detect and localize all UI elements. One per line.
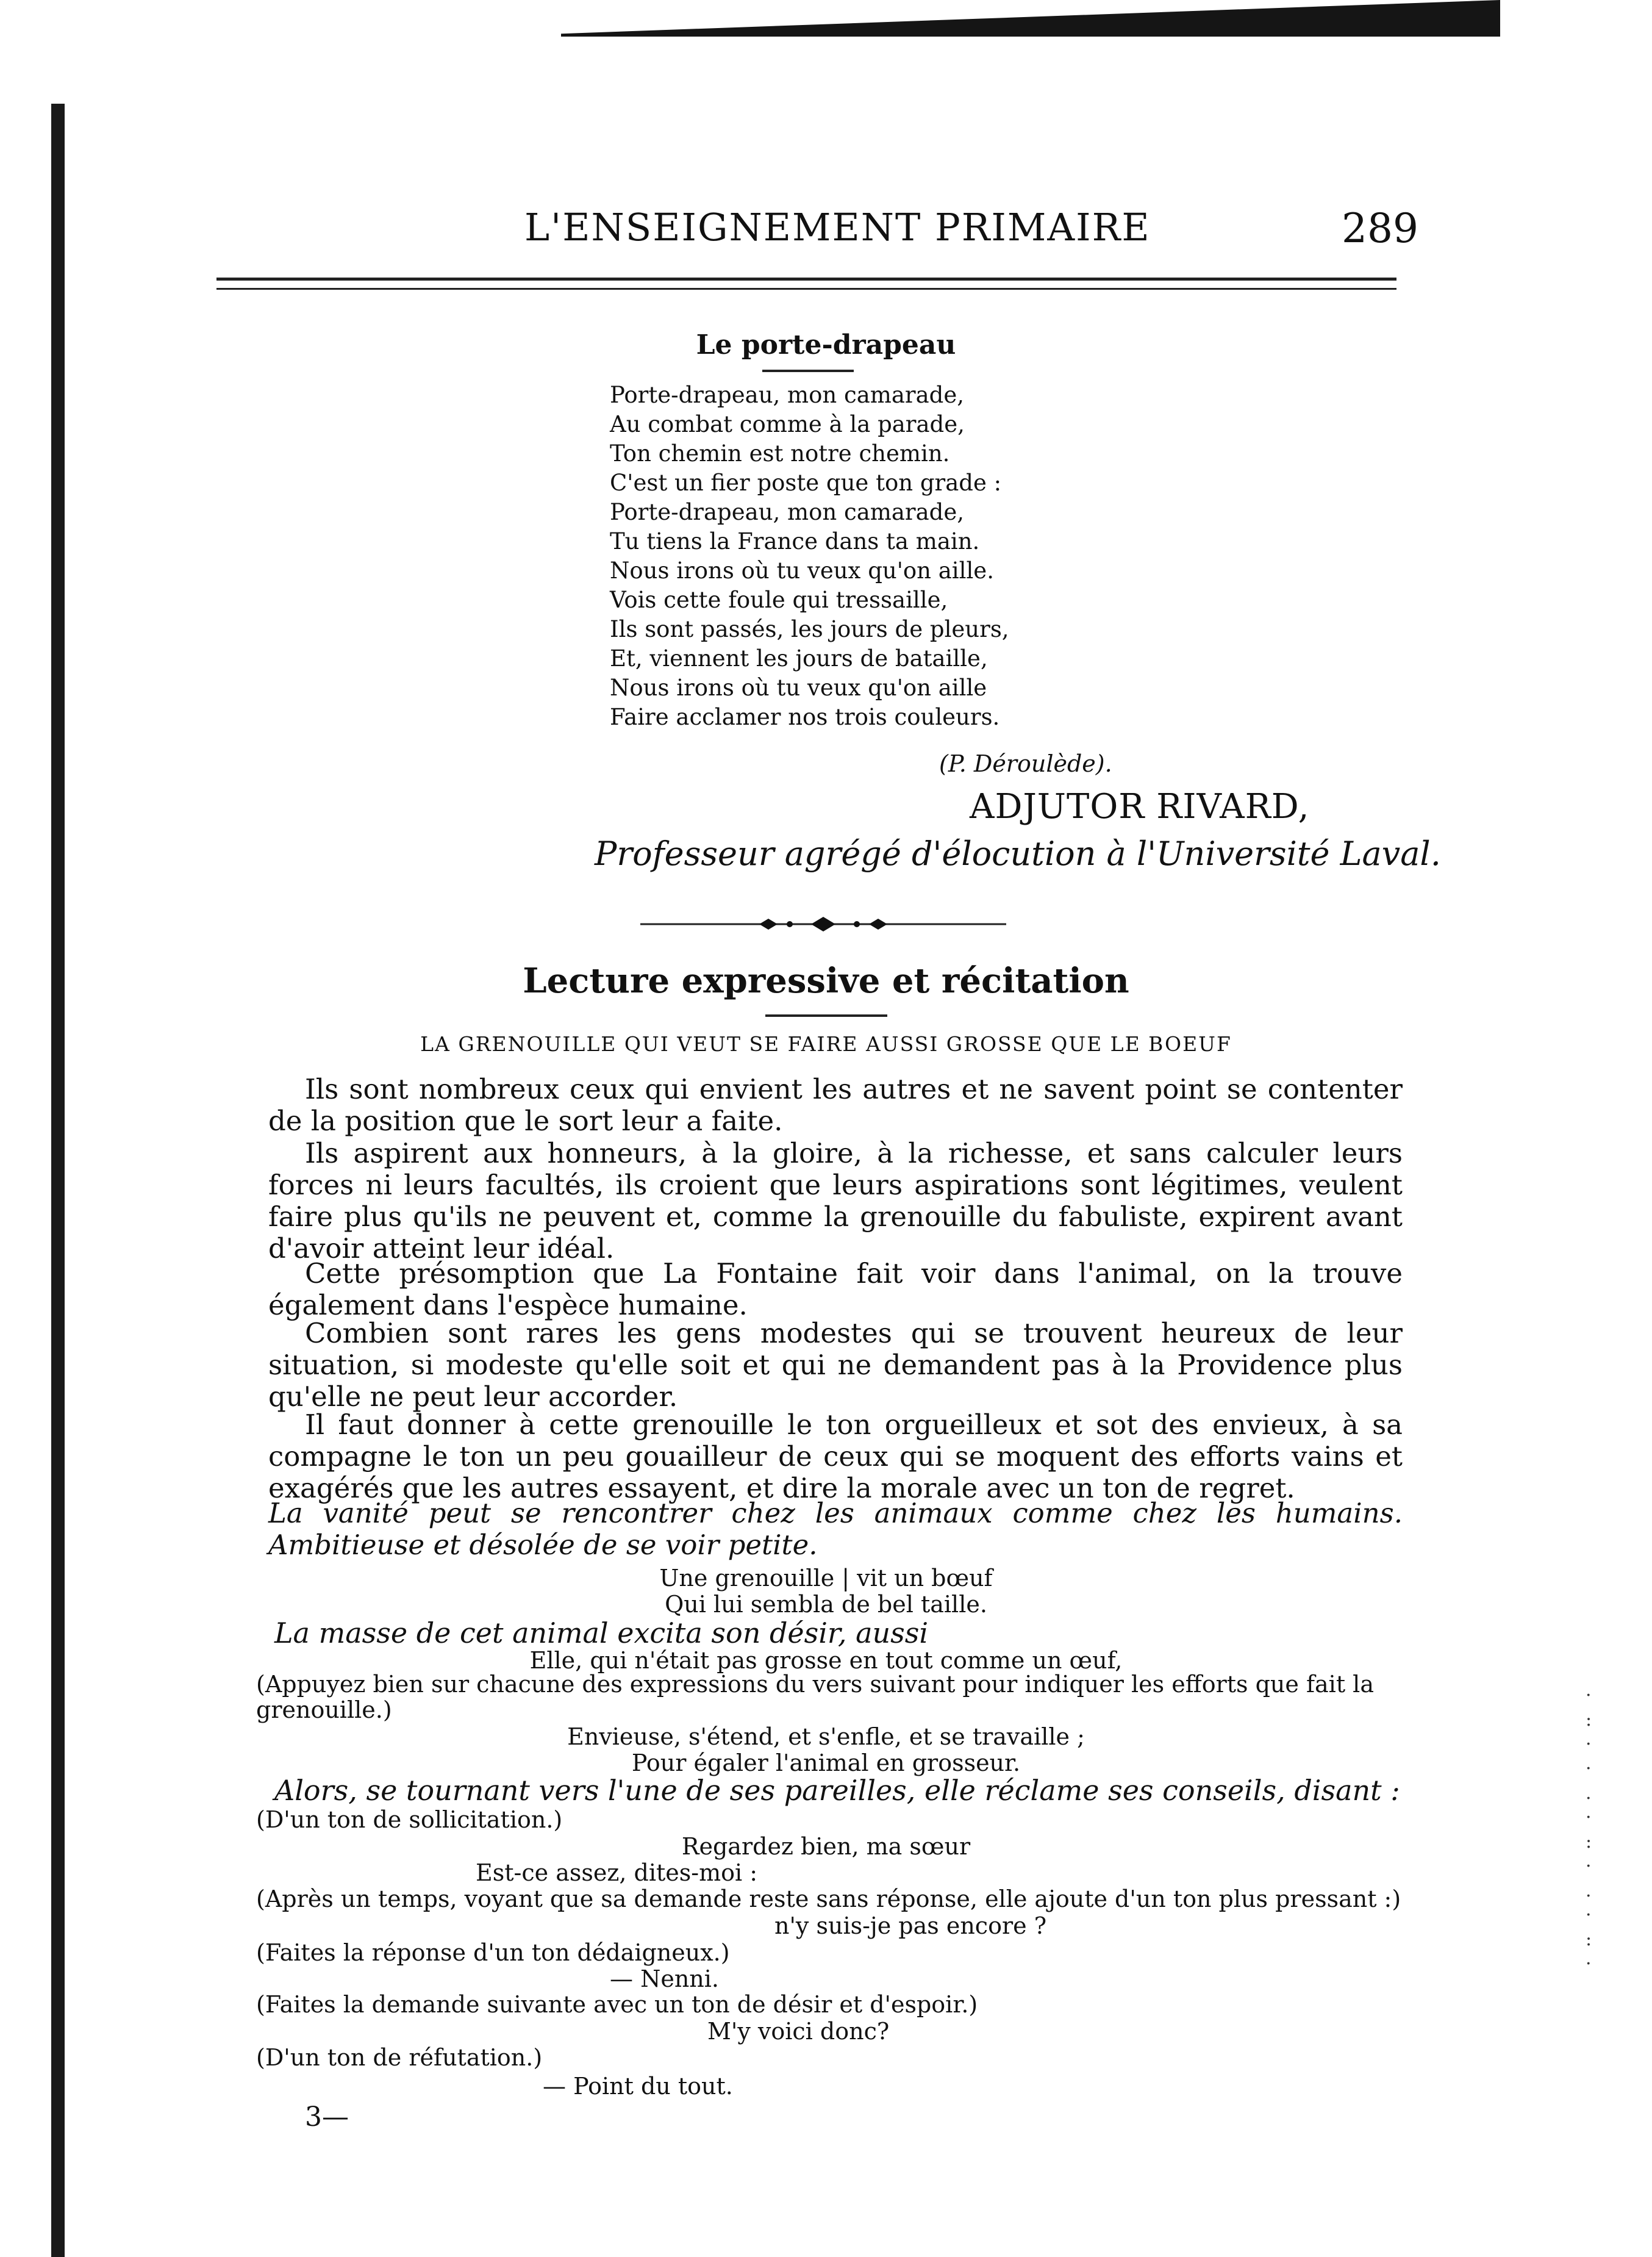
poem-line: Au combat comme à la parade, [610, 411, 965, 437]
fable-line: Elle, qui n'était pas grosse en tout comme un œuf, [529, 1647, 1123, 1674]
paragraph-text: Cette présomption que La Fontaine fait voir dans l'animal, on la trouve également dans l'espèce humaine. [268, 1257, 1403, 1321]
scan-edge-left [51, 104, 65, 2257]
fable-line: Est-ce assez, dites-moi : [476, 1859, 758, 1886]
poem-line: Ils sont passés, les jours de pleurs, [610, 616, 1009, 642]
paragraph-text: Il faut donner à cette grenouille le ton orgueilleux et sot des envieux, à sa compagne le ton un peu gouailleur de ceux qui se moquent des efforts vains et exagérés que les autres essayent, et dire la morale avec un ton de regret. [268, 1408, 1403, 1504]
poem-line: C'est un fier poste que ton grade : [610, 470, 1002, 496]
fable-note: (Faites la demande suivante avec un ton de désir et d'espoir.) [256, 1991, 978, 2018]
ornament-divider-icon [640, 915, 1006, 933]
fable-line: — Point du tout. [543, 2073, 733, 2100]
paragraph [268, 1074, 1403, 1137]
fable-note: (D'un ton de réfutation.) [256, 2044, 543, 2071]
poem-title: Le porte-drapeau [696, 329, 956, 361]
scan-edge-top [561, 0, 1500, 37]
fable-note: (Appuyez bien sur chacune des expressions du vers suivant pour indiquer les efforts que fait la grenouille.) [256, 1671, 1374, 1723]
section-title-rule [765, 1014, 887, 1017]
poem-line: Porte-drapeau, mon camarade, [610, 382, 965, 408]
poem-line: Nous irons où tu veux qu'on aille. [610, 558, 994, 584]
signature-mark: 3— [305, 2101, 349, 2133]
header-rule-bottom [216, 288, 1396, 290]
paragraph-text: Combien sont rares les gens modestes qui se trouvent heureux de leur situation, si modeste qu'elle soit et qui ne demandent pas à la Providence plus qu'elle ne peut leur accorder. [268, 1317, 1403, 1413]
fable-italic-line: Alors, se tournant vers l'une de ses pareilles, elle réclame ses conseils, disant : [274, 1774, 1400, 1807]
paragraph-text: Ils sont nombreux ceux qui envient les autres et ne savent point se contenter de la position que le sort leur a faite. [268, 1073, 1403, 1137]
fable-line: Envieuse, s'étend, et s'enfle, et se travaille ; [567, 1723, 1085, 1750]
poem-line: Porte-drapeau, mon camarade, [610, 499, 965, 525]
paragraph [268, 1138, 1403, 1265]
author-title: Professeur agrégé d'élocution à l'Université Laval. [595, 834, 1441, 873]
fable-italic-line: La masse de cet animal excita son désir, aussi [274, 1616, 929, 1649]
fable-line: — Nenni. [610, 1965, 719, 1992]
header-rule-top [216, 278, 1396, 281]
scan-noise: · : · · . · : · . · : · [1586, 1685, 1592, 1975]
fable-line: Regardez bien, ma sœur [681, 1833, 971, 1860]
section-title: Lecture expressive et récitation [523, 961, 1129, 1001]
poem-line: Et, viennent les jours de bataille, [610, 645, 988, 672]
fable-note: (D'un ton de sollicitation.) [256, 1806, 563, 1833]
paragraph [268, 1318, 1403, 1413]
poem-attribution: (P. Déroulède). [939, 750, 1112, 777]
fable-line: n'y suis-je pas encore ? [774, 1912, 1047, 1939]
fable-note: (Faites la réponse d'un ton dédaigneux.) [256, 1939, 730, 1966]
page-number: 289 [1342, 205, 1418, 252]
fable-line: Une grenouille | vit un bœuf [659, 1565, 993, 1591]
paragraph-text: Ils aspirent aux honneurs, à la gloire, à la richesse, et sans calculer leurs forces ni leurs facultés, ils croient que leurs aspirations sont légitimes, veulent faire plus qu'ils ne peuvent et, comme la grenouille du fabuliste, expirent avant d'avoir atteint leur idéal. [268, 1137, 1403, 1265]
fable-line: M'y voici donc? [707, 2018, 890, 2045]
paragraph [268, 1409, 1403, 1504]
poem-line: Nous irons où tu veux qu'on aille [610, 675, 987, 701]
author-name: ADJUTOR RIVARD, [970, 787, 1310, 827]
paragraph [268, 1258, 1403, 1321]
italic-intro: La vanité peut se rencontrer chez les animaux comme chez les humains. Ambitieuse et désolée de se voir petite. [268, 1497, 1403, 1561]
fable-line: Qui lui sembla de bel taille. [665, 1591, 987, 1618]
poem-line: Vois cette foule qui tressaille, [610, 587, 948, 613]
poem-line: Faire acclamer nos trois couleurs. [610, 704, 1000, 730]
poem-line: Ton chemin est notre chemin. [610, 440, 950, 467]
fable-line: Pour égaler l'animal en grosseur. [631, 1749, 1021, 1776]
poem-title-rule [762, 370, 854, 372]
fable-note: (Après un temps, voyant que sa demande reste sans réponse, elle ajoute d'un ton plus pressant :) [256, 1886, 1401, 1912]
section-subtitle: LA GRENOUILLE QUI VEUT SE FAIRE AUSSI GROSSE QUE LE BOEUF [420, 1032, 1232, 1056]
poem-line: Tu tiens la France dans ta main. [610, 528, 980, 554]
running-head: L'ENSEIGNEMENT PRIMAIRE [524, 205, 1151, 249]
